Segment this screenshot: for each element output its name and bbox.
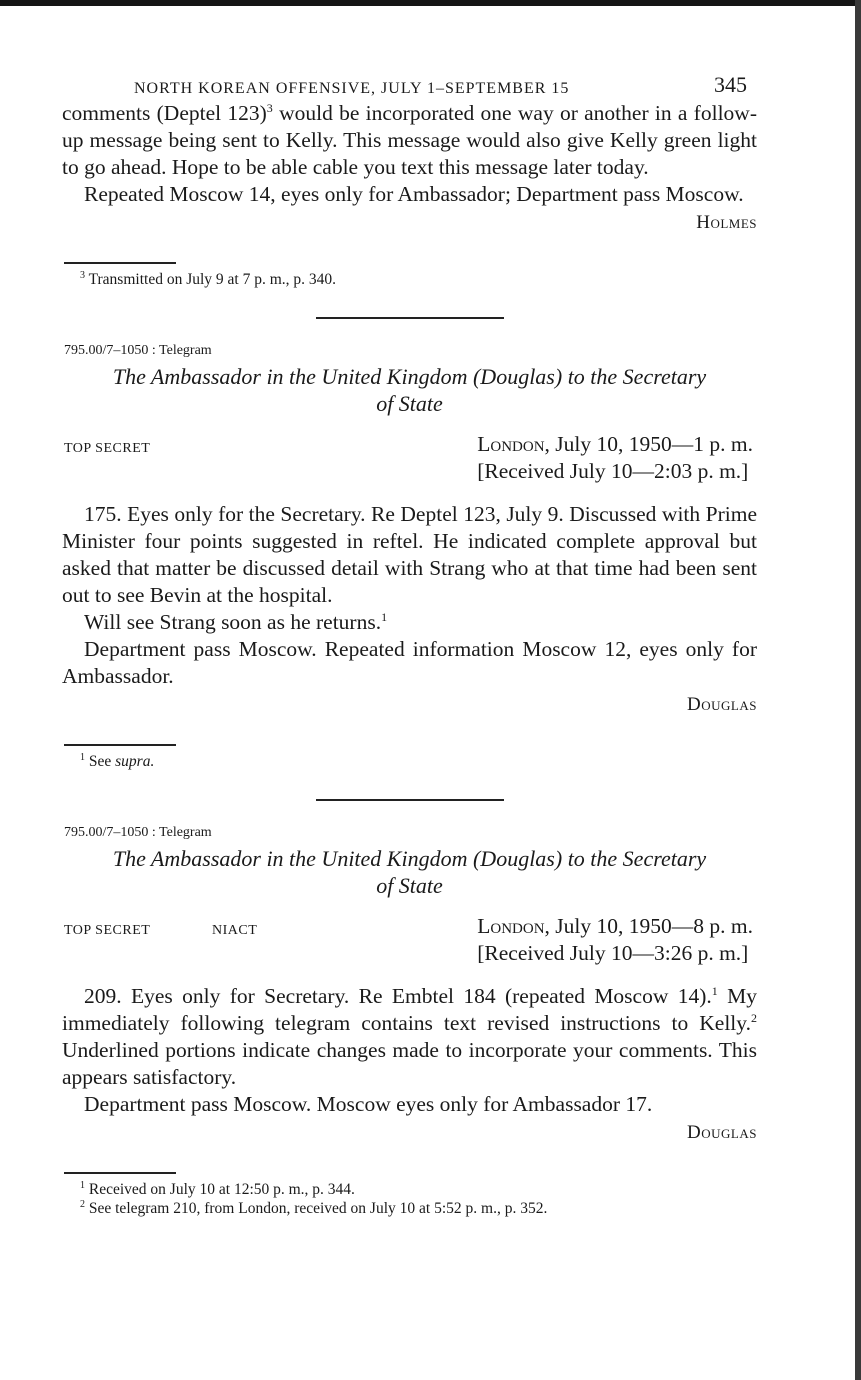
footnote: [80, 1180, 757, 1199]
footnote-marker: 1: [80, 1179, 85, 1191]
text: Underlined portions indicate changes made to incorporate your comments. This appears satisfactory.: [62, 1038, 757, 1089]
dateline: [477, 913, 753, 967]
footnote-rule: [64, 262, 176, 264]
dateline: [477, 431, 753, 485]
paragraph: Department pass Moscow. Repeated information Moscow 12, eyes only for Ambassador.: [62, 637, 757, 688]
date-time: , July 10, 1950—1 p. m.: [544, 432, 753, 456]
title-line: of State: [376, 391, 443, 416]
footnote-rule: [64, 744, 176, 746]
paragraph: 175. Eyes only for the Secretary. Re Deptel 123, July 9. Discussed with Prime Minister four points suggested in reftel. He indicated complete approval but asked that matter be discussed detail with Strang who at that time had been sent out to see Bevin at the hospital.: [62, 502, 757, 607]
city: London: [477, 914, 545, 938]
footnote: [80, 1199, 757, 1218]
section-continuation: [62, 100, 757, 289]
footnote-ref: 1: [381, 609, 388, 624]
paragraph: [62, 983, 757, 1091]
footnote-marker: 3: [80, 269, 85, 281]
received-time: [Received July 10—3:26 p. m.]: [477, 941, 749, 965]
title-line: of State: [376, 873, 443, 898]
classification: TOP SECRET: [64, 923, 151, 938]
document-title: [62, 845, 757, 899]
footnote-text: Received on July 10 at 12:50 p. m., p. 344.: [85, 1181, 355, 1198]
page-number: 345: [714, 72, 747, 97]
footnote-rule: [64, 1172, 176, 1174]
title-line: The Ambassador in the United Kingdom (Douglas) to the Secretary: [112, 364, 707, 389]
section-divider: [316, 799, 504, 801]
footnote-text: See: [85, 753, 116, 770]
telegram-175: [62, 343, 757, 771]
received-time: [Received July 10—2:03 p. m.]: [477, 459, 749, 483]
date-time: , July 10, 1950—8 p. m.: [544, 914, 753, 938]
title-line: The Ambassador in the United Kingdom (Douglas) to the Secretary: [112, 846, 707, 871]
running-head: NORTH KOREAN OFFENSIVE, JULY 1–SEPTEMBER 15: [134, 80, 570, 97]
text: would be incorporated one way or another in a follow-up message being sent to Kelly. This message would also give Kelly green light to go ahead. Hope to be able cable you text this message later today.: [62, 101, 757, 179]
footnote-ref: 3: [266, 100, 273, 115]
footnote-marker: 2: [80, 1198, 85, 1210]
paragraph: [62, 100, 757, 181]
classification: TOP SECRET: [64, 441, 151, 456]
paragraph: Department pass Moscow. Moscow eyes only for Ambassador 17.: [84, 1092, 653, 1116]
document-page: [62, 66, 757, 1218]
file-reference: 795.00/7–1050 : Telegram: [64, 343, 212, 358]
page-header: [62, 66, 757, 100]
dateline-block: [62, 915, 757, 973]
dateline-block: [62, 433, 757, 491]
text: Will see Strang soon as he returns.: [84, 610, 382, 634]
text: 209. Eyes only for Secretary. Re Embtel 184 (repeated Moscow 14).: [84, 984, 712, 1008]
scan-top-edge: [0, 0, 861, 6]
text: comments (Deptel 123): [62, 101, 267, 125]
document-title: [62, 363, 757, 417]
scan-right-edge: [855, 0, 861, 1380]
footnote-ref: 1: [711, 983, 718, 998]
paragraph: Repeated Moscow 14, eyes only for Ambassador; Department pass Moscow.: [84, 182, 744, 206]
footnote-ref: 2: [751, 1010, 757, 1025]
signature: Holmes: [696, 212, 757, 233]
signature: Douglas: [687, 1122, 757, 1143]
text: My immediately following telegram contains text revised instructions to Kelly.: [62, 984, 757, 1035]
city: London: [477, 432, 545, 456]
footnote: [80, 752, 757, 771]
telegram-209: [62, 825, 757, 1218]
footnote-marker: 1: [80, 751, 85, 763]
paragraph: [62, 609, 757, 636]
signature: Douglas: [687, 694, 757, 715]
file-reference: 795.00/7–1050 : Telegram: [64, 825, 212, 840]
niact-label: NIACT: [212, 923, 258, 938]
footnote: [80, 270, 757, 289]
footnote-italic: supra.: [115, 753, 155, 770]
footnote-text: Transmitted on July 9 at 7 p. m., p. 340.: [85, 271, 337, 288]
footnote-text: See telegram 210, from London, received on July 10 at 5:52 p. m., p. 352.: [85, 1200, 548, 1217]
section-divider: [316, 317, 504, 319]
